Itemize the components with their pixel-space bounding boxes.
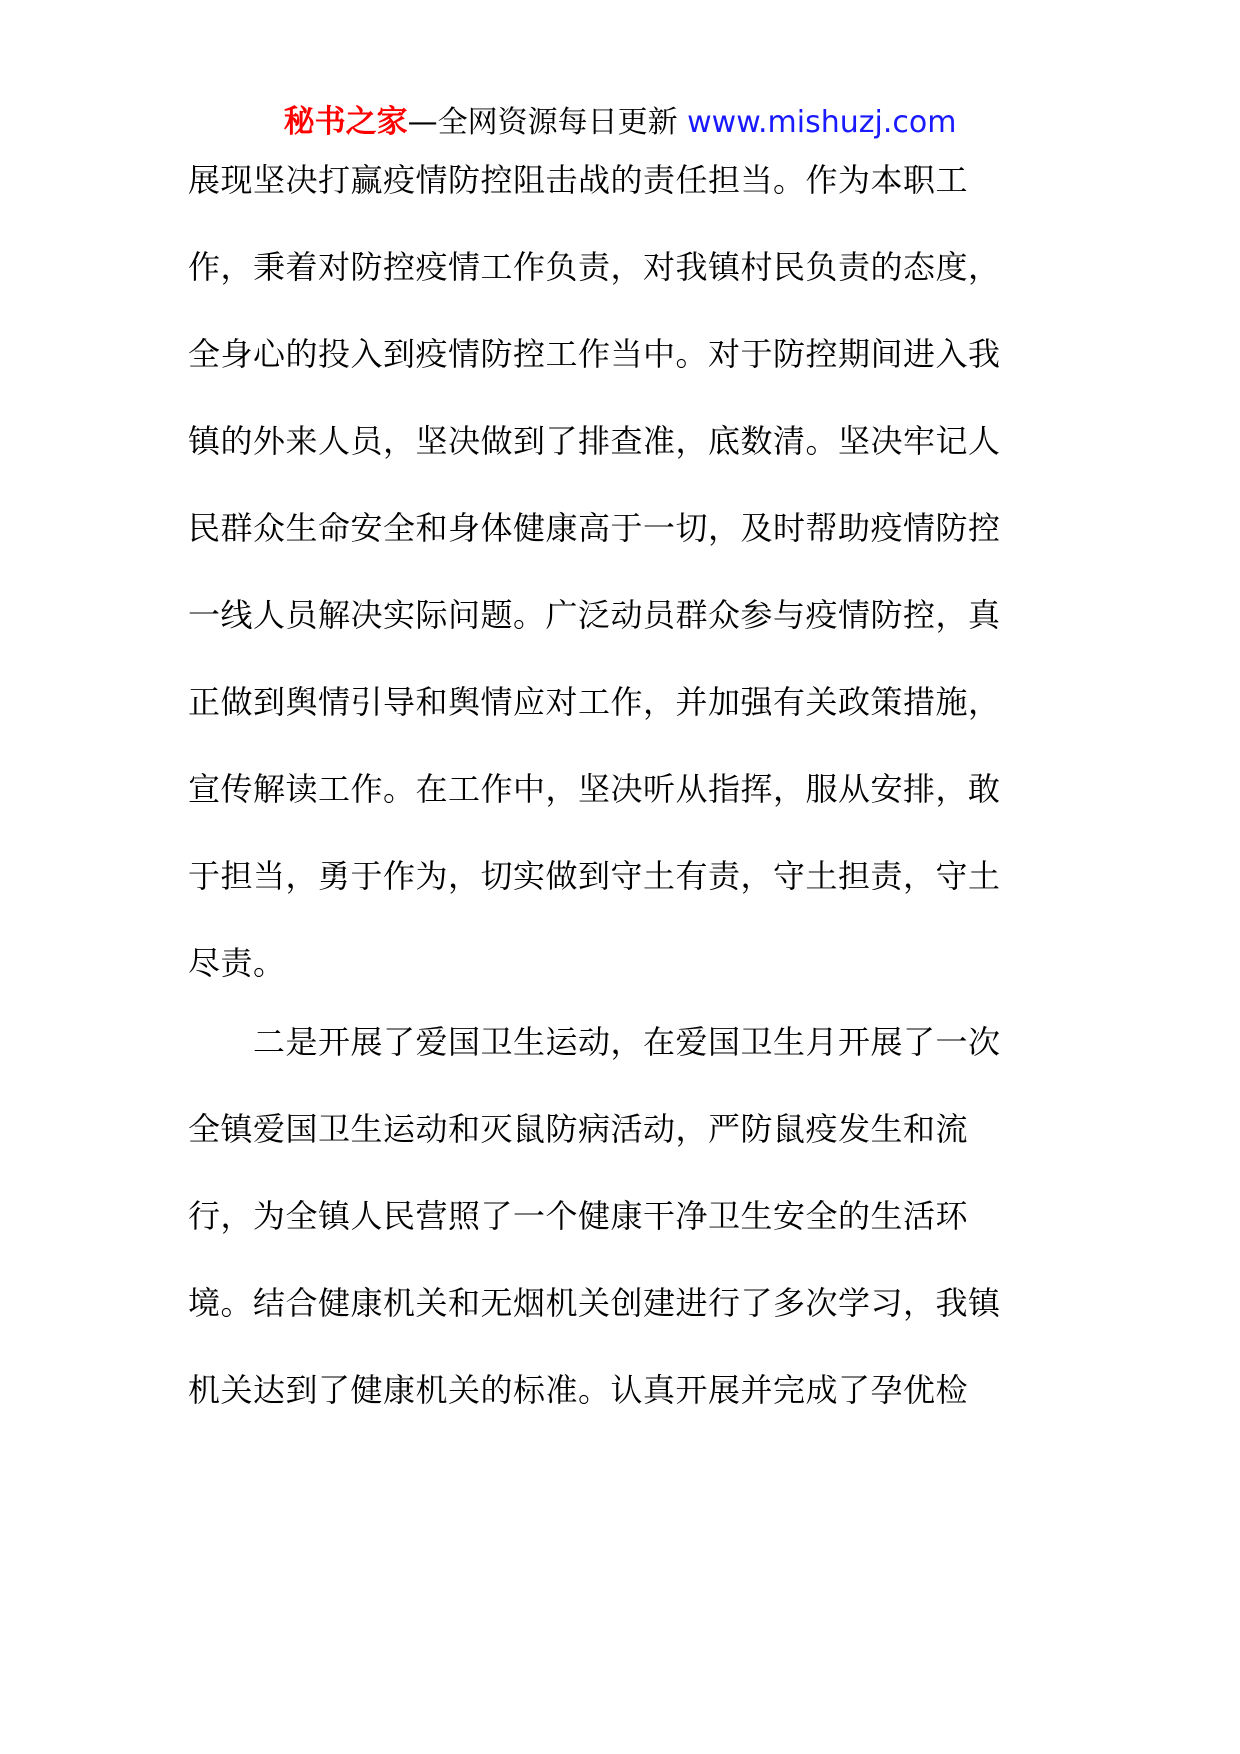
text-line: 行，为全镇人民营照了一个健康干净卫生安全的生活环 bbox=[188, 1197, 969, 1235]
text-line: 尽责。 bbox=[188, 944, 286, 982]
text-line: 全身心的投入到疫情防控工作当中。对于防控期间进入我 bbox=[188, 335, 1001, 373]
site-brand: 秘书之家 bbox=[283, 104, 408, 140]
text-line: 机关达到了健康机关的标准。认真开展并完成了孕优检 bbox=[188, 1371, 969, 1409]
site-header bbox=[0, 100, 1240, 145]
text-line: 宣传解读工作。在工作中，坚决听从指挥，服从安排，敢 bbox=[188, 770, 1001, 808]
paragraph-start-line: 二是开展了爱国卫生运动，在爱国卫生月开展了一次 bbox=[188, 1023, 1001, 1061]
text-line: 于担当，勇于作为，切实做到守土有责，守土担责，守土 bbox=[188, 857, 1001, 895]
text-line: 一线人员解决实际问题。广泛动员群众参与疫情防控，真 bbox=[188, 596, 1001, 634]
text-line: 正做到舆情引导和舆情应对工作，并加强有关政策措施， bbox=[188, 683, 1001, 721]
text-line: 境。结合健康机关和无烟机关创建进行了多次学习，我镇 bbox=[188, 1284, 1001, 1322]
text-line: 镇的外来人员，坚决做到了排查准，底数清。坚决牢记人 bbox=[188, 422, 1001, 460]
text-line: 全镇爱国卫生运动和灭鼠防病活动，严防鼠疫发生和流 bbox=[188, 1110, 969, 1148]
site-tagline: —全网资源每日更新 bbox=[407, 105, 688, 140]
text-line: 展现坚决打赢疫情防控阻击战的责任担当。作为本职工 bbox=[188, 161, 969, 199]
text-line: 民群众生命安全和身体健康高于一切，及时帮助疫情防控 bbox=[188, 509, 1001, 547]
text-line: 作，秉着对防控疫情工作负责，对我镇村民负责的态度， bbox=[188, 248, 1001, 286]
site-url-link[interactable]: www.mishuzj.com bbox=[687, 105, 957, 140]
